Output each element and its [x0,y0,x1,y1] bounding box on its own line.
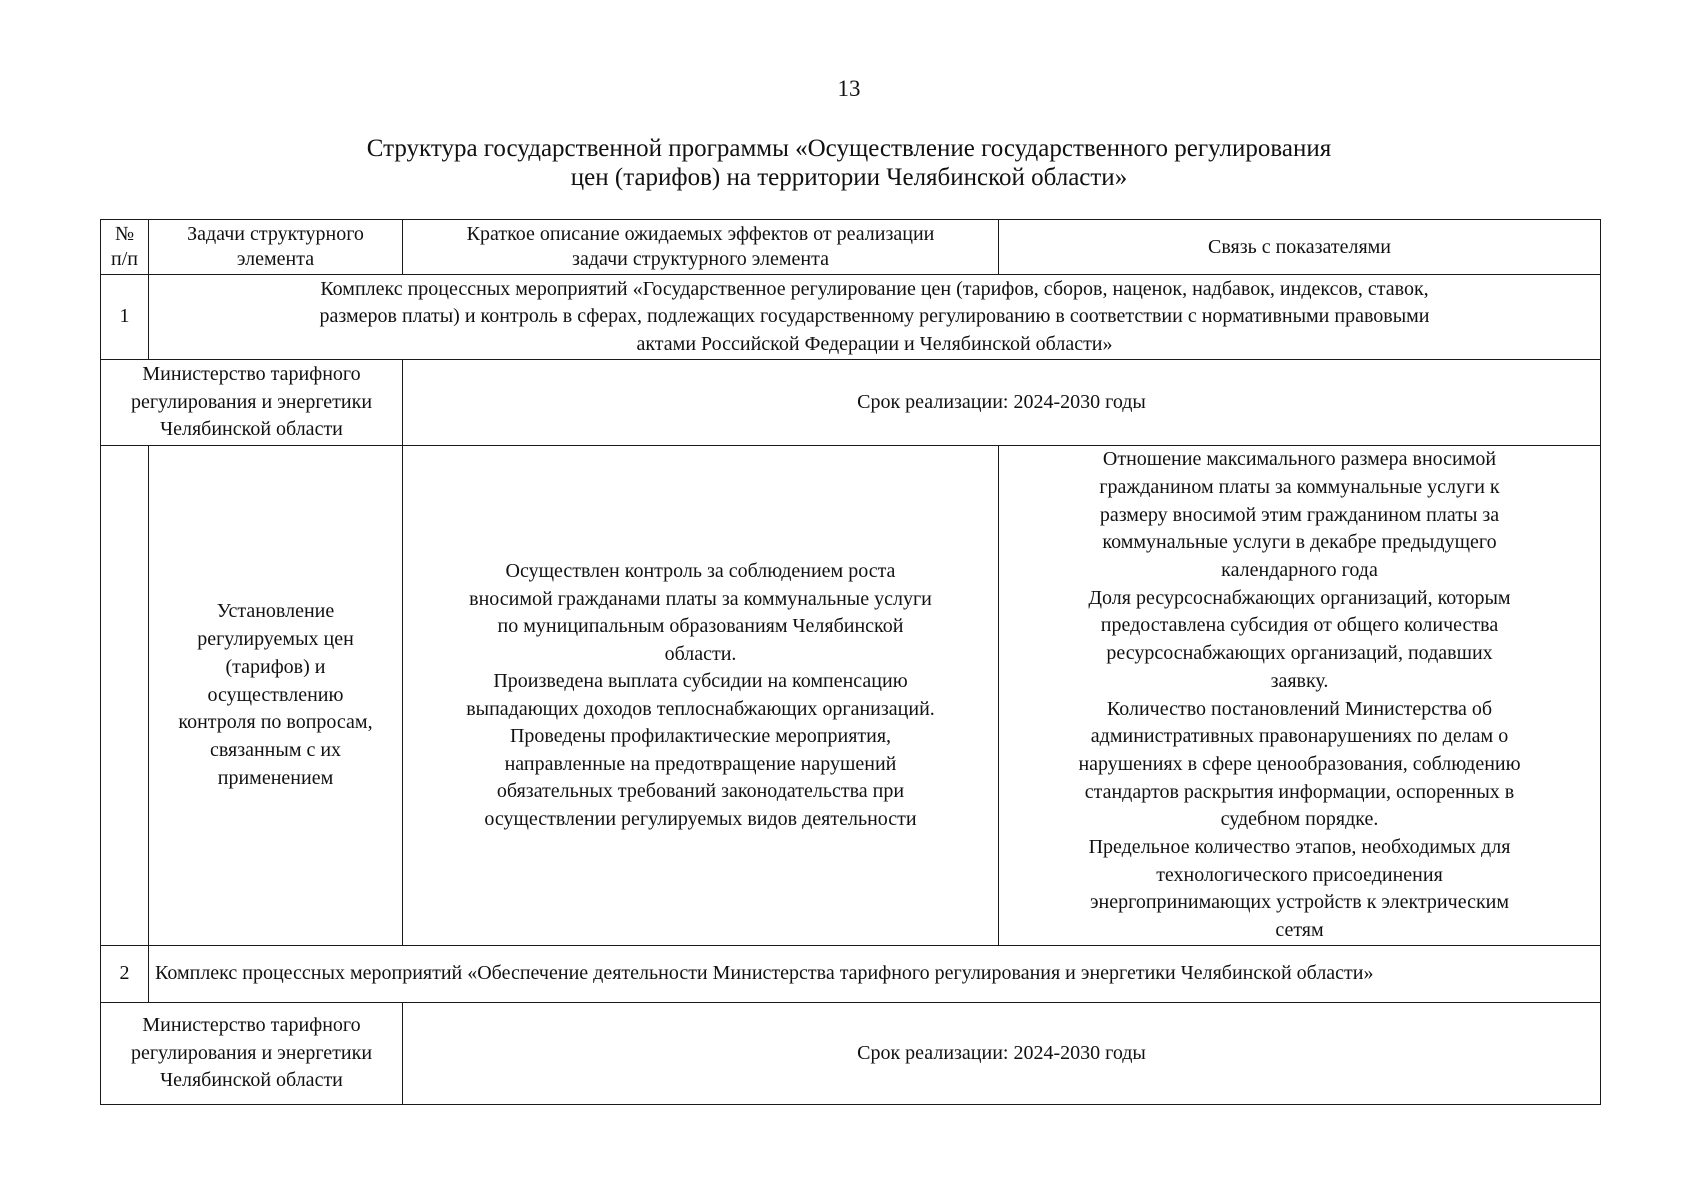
indicator-line: судебном порядке. [1220,808,1379,831]
complex-title-line: размеров платы) и контроль в сферах, подлежащих государственному регулированию в соответствии с нормативными правовыми [319,305,1430,328]
header-description [403,220,999,275]
document-title-line: Структура государственной программы «Осуществление государственного регулирования [366,135,1332,162]
responsible-line: регулирования и энергетики [130,1041,373,1064]
task-line: (тарифов) и [225,655,326,678]
indicator-line: гражданином платы за коммунальные услуги к [1099,475,1500,498]
indicator-line: календарного года [1221,558,1378,581]
description-line: Проведены профилактические мероприятия, [509,725,892,747]
description-line: по муниципальным образованиям Челябинской [497,615,904,637]
responsible-line: Министерство тарифного [142,1014,361,1037]
description-cell [403,446,999,946]
task-line: осуществлению [207,683,344,706]
indicator-line: технологического присоединения [1156,863,1443,886]
indicator-line: стандартов раскрытия информации, оспоренных в [1084,780,1515,803]
table-row [101,946,1601,1003]
document-title [220,134,1478,192]
responsible-line: Челябинской области [160,1069,343,1092]
header-task-line: элемента [236,248,315,270]
program-structure-table [100,219,1601,1105]
header-number-line: № [114,223,135,245]
indicator-line: предоставлена субсидия от общего количества [1100,614,1499,637]
responsible-line: Челябинской области [160,418,343,441]
indicator-line: нарушениях в сфере ценообразования, соблюдению [1078,752,1521,775]
row-number-empty [101,446,149,946]
task-line: Установление [216,600,335,623]
description-line: осуществлении регулируемых видов деятельности [484,807,917,830]
responsible-line: регулирования и энергетики [130,390,373,413]
description-line: Осуществлен контроль за соблюдением роста [505,560,896,582]
indicator-line: сетям [1275,919,1324,942]
task-line: регулируемых цен [197,628,354,650]
description-line: области. [664,642,737,665]
description-line: вносимой гражданами платы за коммунальные услуги [469,587,932,610]
task-line: применением [217,766,334,789]
responsible-line: Министерство тарифного [142,363,361,386]
table-header-row [101,220,1601,275]
description-line: обязательных требований законодательства при [496,780,905,802]
indicator-line: ресурсоснабжающих организаций, подавших [1106,642,1493,665]
implementation-term: Срок реализации: 2024-2030 годы [403,1003,1601,1105]
table-row [101,275,1601,360]
indicator-line: Доля ресурсоснабжающих организаций, которым [1088,586,1511,609]
table-row [101,446,1601,946]
row-number: 1 [101,275,149,360]
indicator-line: заявку. [1270,669,1329,692]
description-line: выпадающих доходов теплоснабжающих организаций. [466,697,935,720]
indicator-line: размеру вносимой этим гражданином платы за [1099,503,1500,526]
indicators-cell [999,446,1601,946]
implementation-term: Срок реализации: 2024-2030 годы [403,360,1601,446]
table-row [101,1003,1601,1105]
description-line: Произведена выплата субсидии на компенсацию [493,670,908,692]
responsible-body [101,360,403,446]
complex-title-line: Комплекс процессных мероприятий «Государственное регулирование цен (тарифов, сборов, наценок, надбавок, индексов, ставок, [320,277,1429,300]
table-row [101,360,1601,446]
header-number-line: п/п [111,248,138,270]
indicator-line: коммунальные услуги в декабре предыдущего [1102,531,1497,554]
indicator-line: Отношение максимального размера вносимой [1102,448,1497,471]
row-number: 2 [101,946,149,1003]
header-description-line: Краткое описание ожидаемых эффектов от реализации [466,223,935,245]
indicator-line: Количество постановлений Министерства об [1106,697,1493,720]
header-task-line: Задачи структурного [187,223,364,245]
header-number [101,220,149,275]
complex-title [149,275,1601,360]
indicator-line: энергопринимающих устройств к электрическим [1089,891,1510,914]
description-line: направленные на предотвращение нарушений [504,752,897,775]
complex-title: Комплекс процессных мероприятий «Обеспечение деятельности Министерства тарифного регулирования и энергетики Челябинской области» [149,946,1601,1003]
page-number: 13 [837,76,861,101]
header-description-line: задачи структурного элемента [572,248,829,270]
complex-title-line: актами Российской Федерации и Челябинской области» [636,332,1113,355]
header-task [149,220,403,275]
indicator-line: Предельное количество этапов, необходимых для [1088,836,1511,859]
indicator-line: административных правонарушениях по делам о [1090,725,1509,748]
task-line: контроля по вопросам, [178,711,373,734]
responsible-body [101,1003,403,1105]
header-indicators: Связь с показателями [999,220,1601,275]
task-cell [149,446,403,946]
task-line: связанным с их [209,739,342,762]
document-title-line: цен (тарифов) на территории Челябинской области» [570,164,1128,191]
